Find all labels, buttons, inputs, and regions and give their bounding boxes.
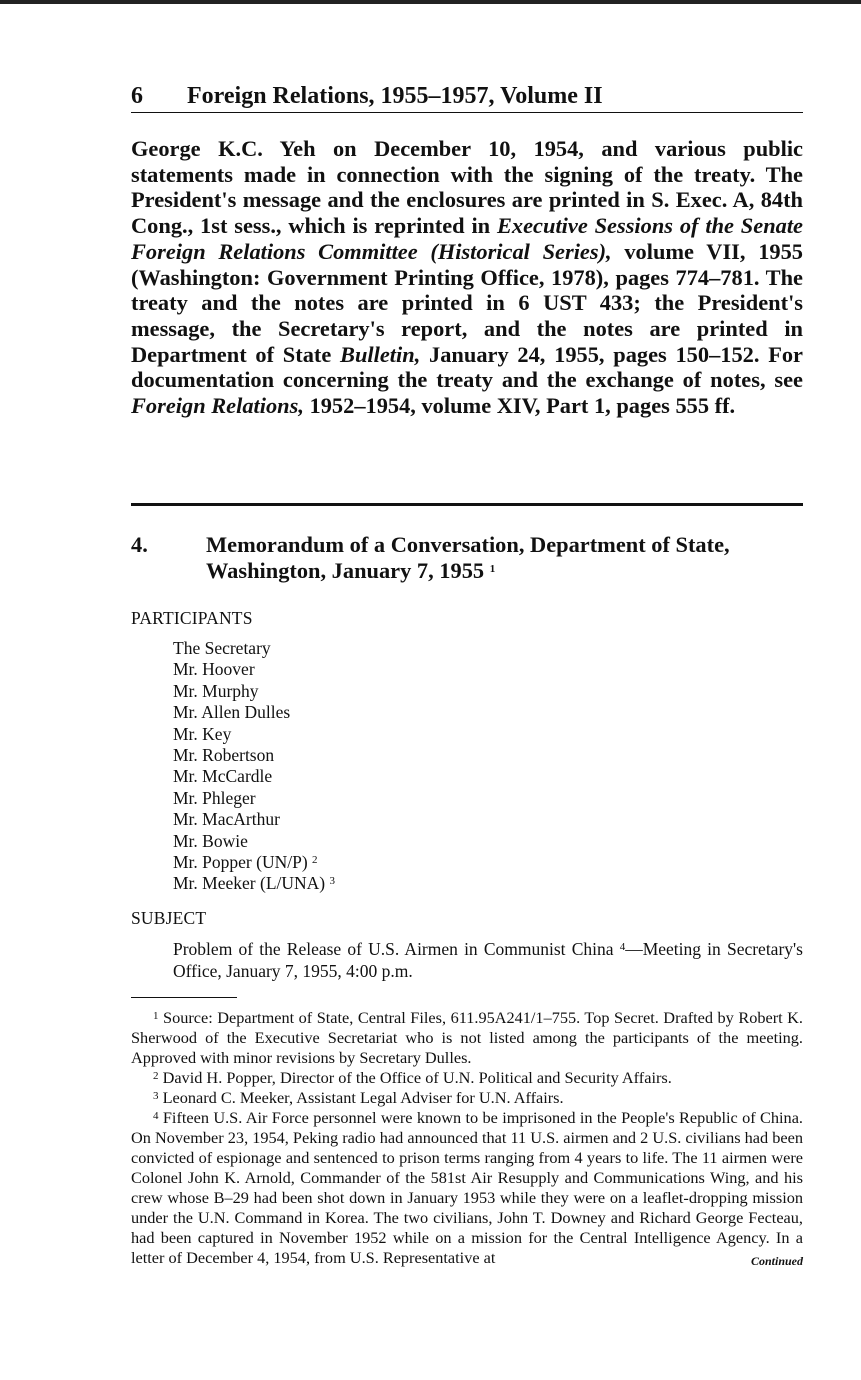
participant-name: Mr. Popper (UN/P) [173, 852, 308, 873]
participant [173, 702, 673, 723]
running-header [131, 82, 803, 113]
subject-label: SUBJECT [131, 908, 207, 928]
continued-footnote-text [131, 136, 803, 419]
footnote [131, 1008, 803, 1068]
participant [173, 681, 673, 702]
footnote-ref: 3 [329, 875, 335, 888]
participant [173, 852, 673, 873]
participant [173, 766, 673, 787]
footnote-number: 3 [153, 1090, 159, 1102]
text-run: George K.C. Yeh on December 10, 1954, and various public statements made in connection with the signing of the treaty. The President's message and the enclosures are printed in S. Exec. A, 84th Cong., 1st sess., which is reprinted in [131, 136, 803, 239]
participant-name: Mr. Bowie [173, 830, 248, 851]
page-top-edge [0, 0, 861, 4]
participant-name: Mr. Hoover [173, 659, 255, 680]
subject-text [173, 938, 803, 982]
footnote-ref: 2 [312, 854, 318, 867]
italic-title: Executive Sessions of the Senate Foreign Relations Committee (Historical Series), [131, 213, 803, 264]
footnote-number: 1 [153, 1010, 159, 1022]
page-number: 6 [131, 83, 143, 109]
participant [173, 831, 673, 852]
document-heading [131, 532, 803, 584]
text-run: —Meeting in Secretary's Office, January 7, 1955, 4:00 p.m. [173, 939, 803, 981]
footnote-ref: 1 [489, 563, 496, 575]
participant [173, 873, 673, 894]
footnote-text: Source: Department of State, Central Files, 611.95A241/1–755. Top Secret. Drafted by Robert K. Sherwood of the Executive Secretariat who is not listed among the participants of the meeting. Approved with minor revisions by Secretary Dulles. [131, 1008, 803, 1067]
footnote-text: David H. Popper, Director of the Office of U.N. Political and Security Affairs. [162, 1068, 672, 1087]
text-run: Problem of the Release of U.S. Airmen in Communist China [173, 939, 620, 959]
footnote-separator [131, 997, 237, 998]
footnote-number: 2 [153, 1070, 159, 1082]
section-divider [131, 503, 803, 506]
participant-name: Mr. Murphy [173, 680, 259, 701]
text-run: 1952–1954, volume XIV, Part 1, pages 555 ff. [303, 393, 736, 419]
footnote-ref: 4 [619, 941, 626, 953]
participant-name: Mr. McCardle [173, 766, 273, 787]
footnote [131, 1088, 803, 1108]
participant [173, 788, 673, 809]
participant-name: Mr. MacArthur [173, 809, 280, 830]
participant [173, 745, 673, 766]
participants-label: PARTICIPANTS [131, 608, 253, 628]
participants-list [173, 638, 673, 895]
footnote [131, 1068, 803, 1088]
footnote-text: Leonard C. Meeker, Assistant Legal Adviser for U.N. Affairs. [162, 1088, 564, 1107]
participant-name: Mr. Meeker (L/UNA) [173, 873, 326, 894]
participant [173, 638, 673, 659]
italic-title: Bulletin, [340, 341, 421, 367]
text-run: volume VII, 1955 (Washington: Government Printing Office, 1978), pages 774–781. The treaty and the notes are printed in 6 UST 433; the President's message, the Secretary's report, and the notes are printed in Department of State [131, 238, 803, 367]
text-run: January 24, 1955, pages 150–152. For documentation concerning the treaty and the exchange of notes, see [131, 341, 803, 393]
document-number: 4. [131, 532, 148, 557]
participant-name: The Secretary [173, 638, 271, 658]
participant-name: Mr. Key [173, 723, 232, 744]
participant [173, 809, 673, 830]
participant-name: Mr. Robertson [173, 745, 275, 766]
document-title-text: Memorandum of a Conversation, Department of State, Washington, January 7, 1955 [206, 532, 730, 583]
participant [173, 724, 673, 745]
participant [173, 659, 673, 680]
document-title [206, 532, 803, 584]
footnote [131, 1108, 803, 1268]
continued-label: Continued [750, 1254, 803, 1268]
italic-title: Foreign Relations, [131, 393, 304, 419]
running-title: Foreign Relations, 1955–1957, Volume II [187, 83, 603, 109]
participant-name: Mr. Allen Dulles [173, 702, 291, 723]
footnotes [131, 1008, 803, 1268]
participant-name: Mr. Phleger [173, 787, 256, 808]
footnote-text: Fifteen U.S. Air Force personnel were known to be imprisoned in the People's Republic of China. On November 23, 1954, Peking radio had announced that 11 U.S. airmen and 2 U.S. civilians had been convicted of espionage and sentenced to prison terms ranging from 4 years to life. The 11 airmen were Colonel John K. Arnold, Commander of the 581st Air Resupply and Communications Wing, and his crew whose B–29 had been shot down in January 1953 while they were on a leaflet-dropping mission under the U.N. Command in Korea. The two civilians, John T. Downey and Richard George Fecteau, had been captured in November 1952 while on a mission for the Central Intelligence Agency. In a letter of December 4, 1954, from U.S. Representative at [131, 1108, 803, 1267]
footnote-number: 4 [153, 1110, 159, 1122]
